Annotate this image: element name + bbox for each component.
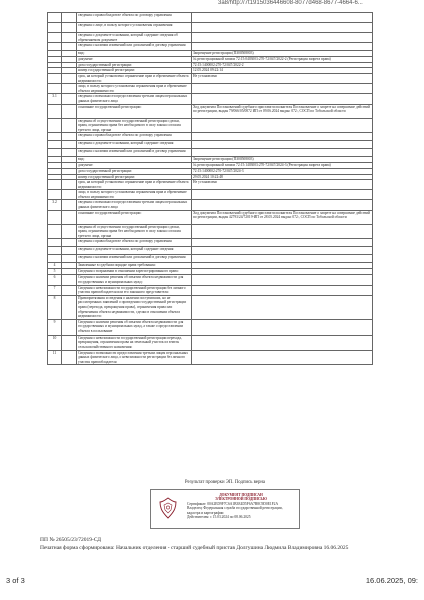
row-value	[192, 255, 373, 263]
row-label: дата государственной регистрации:	[77, 168, 192, 174]
row-label: сведения о наличии изменений или дополнений в договор управления	[77, 149, 192, 157]
row-number	[48, 73, 62, 83]
stamp-heading-2: ЭЛЕКТРОННОЙ ПОДПИСЬЮ	[215, 497, 267, 502]
row-label: сведения об осуществлении государственной регистрации сделки, права, ограничения права без необходимого в силу закона согласия третьего лица, органа	[77, 224, 192, 239]
row-label: Сведения о возражении в отношении зарегистрированного права:	[77, 269, 192, 275]
row-value	[192, 285, 373, 295]
row-label: сведения о правообладателе объекта по договору управления	[77, 13, 192, 23]
row-label: сведения о лице, в пользу которого установлены ограничения	[77, 23, 192, 33]
row-number	[48, 255, 62, 263]
row-label: номер государственной регистрации:	[77, 174, 192, 180]
row-group	[62, 141, 77, 149]
stamp-heading-1: ДОКУМЕНТ ПОДПИСАН	[219, 493, 263, 497]
row-value	[192, 33, 373, 43]
row-label: основание государственной регистрации:	[77, 104, 192, 118]
row-label: номер государственной регистрации:	[77, 68, 192, 74]
table-row	[48, 13, 373, 23]
print-timestamp: 16.06.2025, 09:	[365, 576, 418, 585]
row-number	[48, 224, 62, 239]
row-number	[48, 247, 62, 255]
row-group	[62, 133, 77, 141]
row-label: документ:	[77, 56, 192, 62]
row-number	[48, 43, 62, 51]
row-value	[192, 94, 373, 104]
row-number	[48, 13, 62, 23]
row-group	[62, 255, 77, 263]
row-label: Сведения о возможности предоставления третьим лицам персональных данных физического лица, о невозможности регистрации без личного участия правообладателя	[77, 350, 192, 365]
table-row	[48, 141, 373, 149]
row-group	[62, 33, 77, 43]
row-group	[62, 210, 77, 224]
row-value	[192, 319, 373, 335]
row-number	[48, 210, 62, 224]
row-number: 4	[48, 263, 62, 269]
row-value	[192, 350, 373, 365]
printed-by-line: Печатная форма сформирована: Начальник отделения - старший судебный пристав Долгушина Людмила Владимировна 16.06.2025	[40, 545, 349, 551]
row-group	[62, 247, 77, 255]
table-row	[48, 94, 373, 104]
row-number	[48, 180, 62, 190]
row-value	[192, 84, 373, 94]
row-value: Ход документа Постановлений судебного пристава-исполнителя Постановление о запрете на совершение действий по регистрации, выдан 79/066/05/0872 ИП от 09.06.2024 выдан: 072:, СОСП по Тобольской области	[192, 104, 373, 118]
row-number	[48, 133, 62, 141]
coat-of-arms-icon	[156, 496, 180, 520]
row-value	[192, 13, 373, 23]
row-number: 8	[48, 295, 62, 319]
row-group	[62, 200, 77, 210]
row-group	[62, 190, 77, 200]
table-row	[48, 84, 373, 94]
table-row	[48, 350, 373, 365]
row-group	[62, 180, 77, 190]
table-row	[48, 255, 373, 263]
row-value	[192, 295, 373, 319]
table-row	[48, 239, 373, 247]
table-row	[48, 295, 373, 319]
row-value	[192, 141, 373, 149]
table-row	[48, 247, 373, 255]
table-row	[48, 319, 373, 335]
row-label: сведения о наличии изменений или дополнений в договор управления	[77, 43, 192, 51]
document-reference: ПП № 26505/23/72019-СД	[40, 537, 101, 543]
row-number	[48, 104, 62, 118]
table-row	[48, 23, 373, 33]
table-row	[48, 133, 373, 141]
row-group	[62, 43, 77, 51]
row-group	[62, 84, 77, 94]
signature-block	[150, 480, 300, 529]
row-label: Сведения о невозможности государственной регистрации перехода, прекращения, ограничения права на земельный участок из земель сельскохозяйственного назначения:	[77, 335, 192, 350]
row-label: вид:	[77, 51, 192, 57]
row-value	[192, 247, 373, 255]
signature-verification-text: Результат проверки ЭП. Подпись верна	[184, 480, 266, 485]
row-value: Не установлено	[192, 180, 373, 190]
table-row	[48, 275, 373, 285]
row-value	[192, 149, 373, 157]
row-value	[192, 239, 373, 247]
row-label: лицо, в пользу которого установлены ограничения прав и обременение объекта недвижимости:	[77, 190, 192, 200]
row-group	[62, 13, 77, 23]
row-label: Сведения о наличии решения об изъятии объекта недвижимости для государственных и муниципальных нужд, а также о предоставлении объекта в пользование	[77, 319, 192, 335]
row-value	[192, 200, 373, 210]
row-number: 7	[48, 285, 62, 295]
row-value: № регистрационной записи 72:15:1403003:270-72/047/2024-3 (Регистрация запрета права)	[192, 162, 373, 168]
row-group	[62, 350, 77, 365]
table-row	[48, 118, 373, 133]
registry-extract-table	[47, 12, 373, 463]
row-number	[48, 84, 62, 94]
row-label: сведения о правообладателе объекта по договору управления	[77, 133, 192, 141]
registry-table	[47, 12, 373, 365]
row-label: срок, на который установлено ограничение прав и обременение объекта недвижимости:	[77, 180, 192, 190]
row-group	[62, 118, 77, 133]
row-label: вид:	[77, 157, 192, 163]
row-number	[48, 149, 62, 157]
row-value	[192, 133, 373, 141]
row-number: 10	[48, 335, 62, 350]
table-row	[48, 43, 373, 51]
row-number: 3.2	[48, 200, 62, 210]
row-value	[192, 190, 373, 200]
table-row	[48, 190, 373, 200]
row-label: дата государственной регистрации:	[77, 62, 192, 68]
row-group	[62, 285, 77, 295]
row-label: Сведения о наличии решения об изъятии объекта недвижимости для государственных и муниципальных нужд:	[77, 275, 192, 285]
row-label: Правопритязания и сведения о наличии поступивших, но не рассмотренных заявлений о проведении государственной регистрации права (перехода, прекращения права), ограничения права или обременения объекта недвижимости, сделки в отношении объекта недвижимости:	[77, 295, 192, 319]
row-number: 5	[48, 269, 62, 275]
electronic-signature-stamp	[150, 489, 300, 529]
row-value: 72:15:1400002:270-72/047/2024-3	[192, 168, 373, 174]
row-label: сведения о наличии изменений или дополнений в договор управления	[77, 255, 192, 263]
row-number	[48, 190, 62, 200]
row-label: сведения о документе-основании, который содержит сведения об обременяемом документе	[77, 33, 192, 43]
row-number: 11	[48, 350, 62, 365]
row-label: сведения о правообладателе объекта по договору управления	[77, 239, 192, 247]
browser-url: 3a8/http://7t1915036446608-8077d468-8677-4664-6...	[218, 0, 363, 6]
stamp-owner: Владелец: Федеральная служба государственной регистрации,	[187, 506, 283, 511]
table-row	[48, 149, 373, 157]
table-row	[48, 73, 373, 83]
row-value: Запрещение регистрации (ПЗ00508003)	[192, 157, 373, 163]
stamp-validity: Действителен: с 15.03.2024 по 08.06.2025	[187, 515, 251, 520]
row-group	[62, 295, 77, 319]
row-group	[62, 275, 77, 285]
row-value: 29.05.2024 10:22:48	[192, 174, 373, 180]
row-value	[192, 23, 373, 33]
row-group	[62, 73, 77, 83]
row-label: лицо, в пользу которого установлены ограничения прав и обременение объекта недвижимости:	[77, 84, 192, 94]
row-label: сведения о документе-основании, который содержит сведения	[77, 141, 192, 149]
row-number	[48, 118, 62, 133]
row-value: 72:15:1400002:270-72/047/2022-2	[192, 62, 373, 68]
row-value	[192, 224, 373, 239]
row-group	[62, 104, 77, 118]
row-label: срок, на который установлено ограничение прав и обременение объекта недвижимости:	[77, 73, 192, 83]
row-value: Запрещение регистрации (ПЗ00508003)	[192, 51, 373, 57]
row-group	[62, 149, 77, 157]
row-group	[62, 23, 77, 33]
row-value	[192, 275, 373, 285]
row-number: 6	[48, 275, 62, 285]
table-row	[48, 33, 373, 43]
table-row	[48, 224, 373, 239]
row-group	[62, 319, 77, 335]
table-row	[48, 210, 373, 224]
row-value	[192, 335, 373, 350]
table-row	[48, 200, 373, 210]
row-group	[62, 224, 77, 239]
row-value: Ход документа Постановлений судебного пристава-исполнителя Постановление о запрете на совершение действий по регистрации, выдан 42793/24/72019-ИП от 28.05.2024 выдан: 072:, СОСП по Тобольской области	[192, 210, 373, 224]
row-group	[62, 335, 77, 350]
row-number	[48, 33, 62, 43]
stamp-certificate: Сертификат: 00A2ED9F7C6A1B3E4D5F6A7B8C9D0E1F2A	[187, 501, 279, 506]
row-label: Заявленные в судебном порядке права требования:	[77, 263, 192, 269]
row-value: 12.05.2024 09:22:14	[192, 68, 373, 74]
table-row	[48, 285, 373, 295]
row-label: основание государственной регистрации:	[77, 210, 192, 224]
row-label: сведения о возможности предоставления третьим лицам персональных данных физического лица	[77, 200, 192, 210]
stamp-owner-2: кадастра и картографии	[187, 510, 224, 515]
row-value: № регистрационной записи 72:15:0403003:270-72/047/2022-2 (Регистрация запрета права)	[192, 56, 373, 62]
row-label: Сведения о невозможности государственной регистрации без личного участия правообладателя или его законного представителя:	[77, 285, 192, 295]
table-row	[48, 104, 373, 118]
row-value: Не установлено	[192, 73, 373, 83]
row-label: сведения об осуществлении государственной регистрации сделки, права, ограничения права без необходимого в силу закона согласия третьего лица, органа	[77, 118, 192, 133]
table-row	[48, 335, 373, 350]
row-number	[48, 141, 62, 149]
row-value	[192, 43, 373, 51]
row-number	[48, 239, 62, 247]
row-group	[62, 239, 77, 247]
row-label: документ:	[77, 162, 192, 168]
row-label: сведения о документе-основании, который содержит сведения	[77, 247, 192, 255]
row-number	[48, 23, 62, 33]
row-group	[62, 94, 77, 104]
row-number: 3.1	[48, 94, 62, 104]
row-number: 9	[48, 319, 62, 335]
row-value	[192, 118, 373, 133]
row-label: сведения о возможности предоставления третьим лицам персональных данных физического лица	[77, 94, 192, 104]
page-counter: 3 of 3	[6, 576, 25, 585]
table-row	[48, 180, 373, 190]
